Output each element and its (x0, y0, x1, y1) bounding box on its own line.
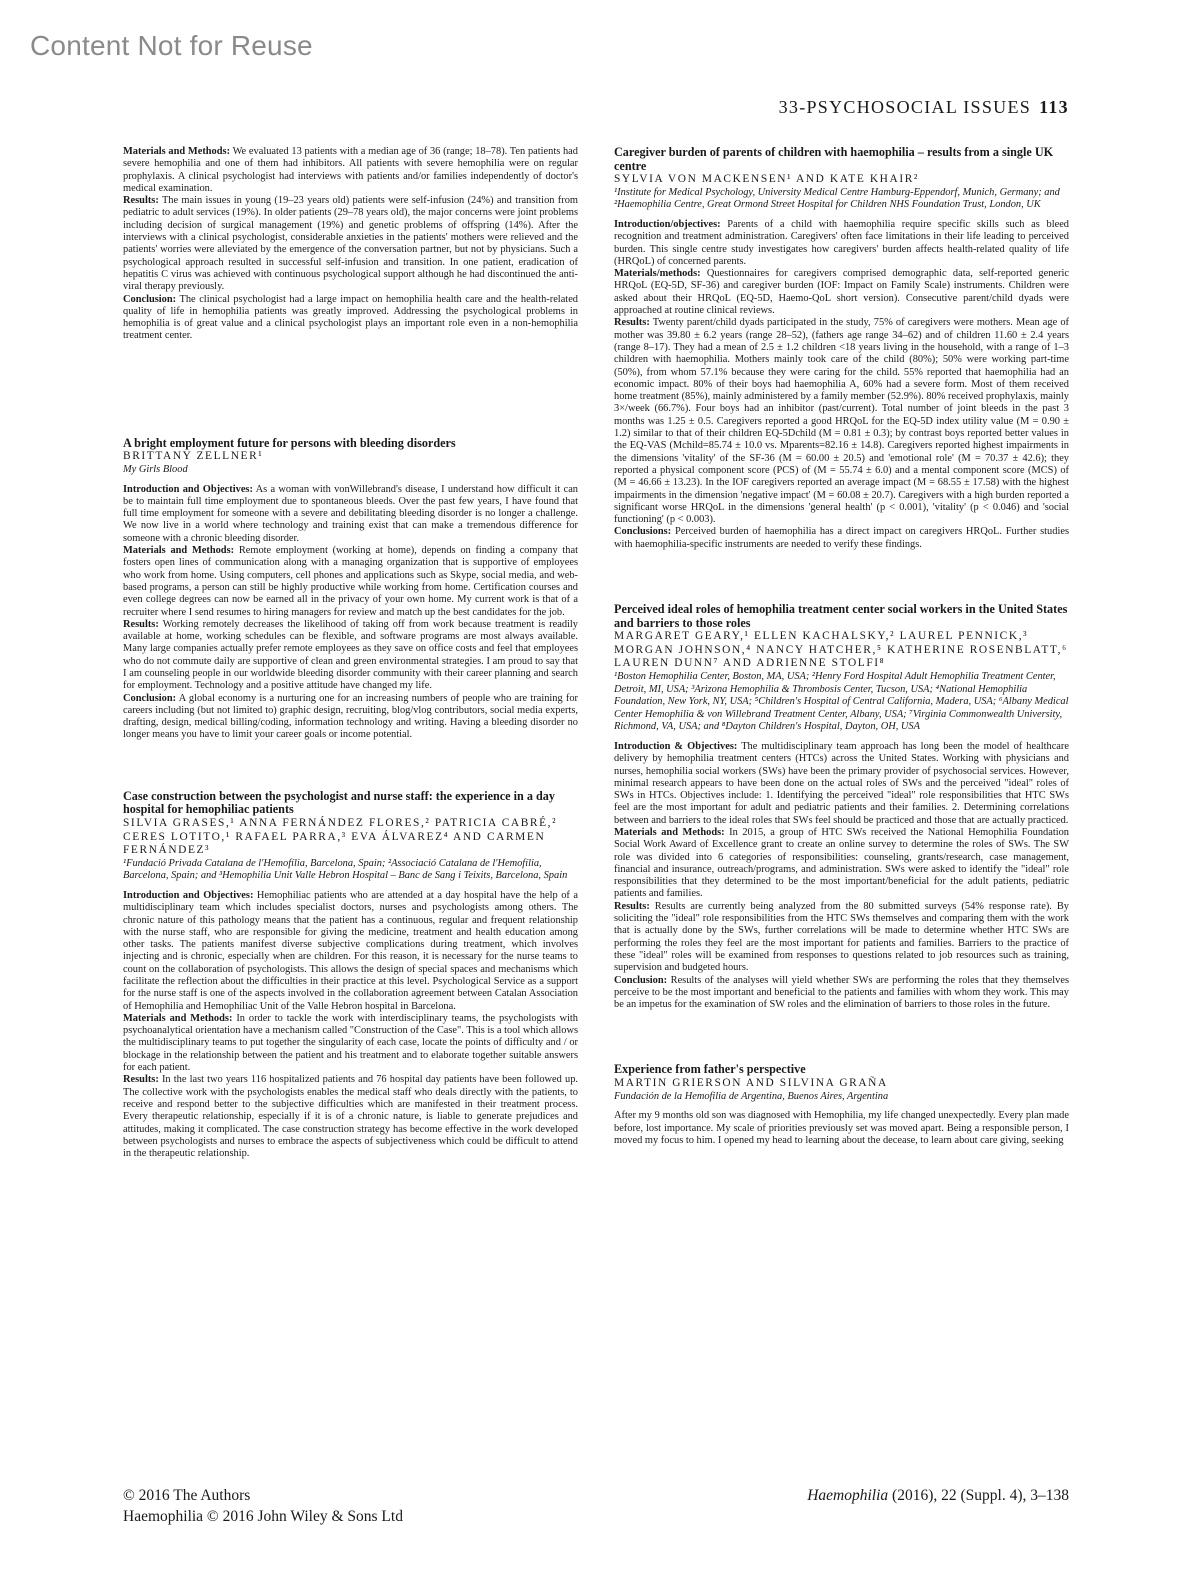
paragraph-text: We evaluated 13 patients with a median age of 36 (range; 18–78). Ten patients had severe hemophilia and one of them had inhibitors. All patients with severe hemophilia were on regular prophylaxis. A clinical psychologist had interviews with patients and/or families independently of doctor's medical examination. (123, 146, 578, 194)
spacer (123, 742, 578, 790)
section-heading: Results: (614, 900, 650, 912)
article-continued (123, 146, 578, 343)
paragraph-text: As a woman with vonWillebrand's disease, I understand how difficult it can be to maintain full time employment due to spontaneous bleeds. Over the past few years, I have found that full time employment for someone with a severe and debilitating bleeding disorder is no longer a challenge. We now live in a world where technology and training exist that can make a tremendous difference for someone with a chronic bleeding disorder. (123, 483, 579, 544)
article-authors: MARTIN GRIERSON AND SILVINA GRAÑA (614, 1077, 888, 1090)
paragraph-text: Working remotely decreases the likelihood of taking off from work because treatment is readily available at home, working schedules can be flexible, and software programs are most always available. Many large companies actually prefer remote employees as they save on office costs and feel that employees who do not commute daily are supportive of clean and green environmental strategies. I am proud to say that I am counseling people in our worldwide bleeding disorder community with their career planning and search for employment. Technology and a positive attitude have changed my life. (123, 618, 578, 692)
article-title: A bright employment future for persons with bleeding disorders (123, 435, 456, 450)
section-heading: Materials and Methods: (123, 545, 235, 557)
right-column (614, 146, 1069, 1147)
spacer (614, 551, 1069, 603)
paragraph (614, 827, 1069, 901)
article-case-construction (123, 790, 578, 1161)
spacer (614, 1011, 1069, 1063)
section-heading: Conclusion: (123, 692, 177, 704)
paragraph (123, 146, 578, 195)
section-heading: Results: (123, 1074, 159, 1086)
section-heading: Materials/methods: (614, 268, 701, 280)
article-social-workers (614, 603, 1069, 1011)
paragraph-text: Results of the analyses will yield whether SWs are performing the roles that they themselves perceive to be the most important and beneficial to the patients and families with whom they work. This may be an impetus for the examination of SW roles and the elimination of barriers to those roles in the future. (614, 974, 1069, 1011)
article-caregiver-burden (614, 146, 1069, 551)
paragraph-text: Results are currently being analyzed from the 80 submitted surveys (54% response rate). By soliciting the "ideal" role responsibilities from the HTC SWs themselves and comparing them with the work that is actually done by the SWs, further correlations will be made to determine whether HTC SWs are performing the roles they feel are the most important for patients and families. Barriers to the practice of these "ideal" roles will be examined from responses to questions related to job resources such as training, supervision and budgeted hours. (614, 900, 1069, 974)
paragraph (123, 693, 578, 742)
article-affiliation: My Girls Blood (123, 463, 188, 475)
paragraph (614, 219, 1069, 268)
section-heading: Conclusion: (614, 974, 668, 986)
article-title: Caregiver burden of parents of children with haemophilia – results from a single UK centre (614, 145, 1054, 173)
paragraph-text: Remote employment (working at home), depends on finding a company that fosters open lines of communication along with a managing organization that is supportive of employees who work from home. Using computers, cell phones and applications such as Skype, social media, and web-based programs, a person can still be highly productive while working from home. Certification courses and even college degrees can now be earned all in the privacy of your own home. My current work is that of a recruiter where I send resumes to hiring managers for review and match up the best candidates for the job. (123, 545, 578, 618)
paragraph-text: After my 9 months old son was diagnosed with Hemophilia, my life changed unexpectedly. Every plan made before, lost importance. My scale of priorities previously set was moved apart. Being a responsible person, I moved my focus to him. I opened my head to learning about the decease, to learn about care giving, seeking (614, 1110, 1069, 1146)
section-heading: Introduction/objectives: (614, 218, 721, 230)
spacer (123, 343, 578, 437)
paragraph (614, 741, 1069, 827)
paragraph-text: The multidisciplinary team approach has long been the model of healthcare delivery by hemophilia treatment centers (HTCs) across the United States. Working with physicians and nurses, hemophilia social workers (SWs) have been the primary provider of psychosocial services. However, minimal research appears to have been done on the actual roles of SWs and the perceived "ideal" roles of SWs in HTCs. Objectives include: 1. Identifying the perceived "ideal" role responsibilities that HTC SWs feel are the most important for adult and pediatric patients and their families. 2. Determining correlations between and barriers to the ideal roles that SWs feel should be practiced and those that are actually practiced. (614, 740, 1069, 826)
article-title: Case construction between the psychologist and nurse staff: the experience in a day hospital for hemophiliac patients (123, 788, 555, 817)
section-heading: Results: (614, 317, 650, 329)
copyright-publisher: Haemophilia © 2016 John Wiley & Sons Ltd (123, 1508, 403, 1525)
section-heading: Introduction and Objectives: (123, 889, 254, 901)
article-authors: SYLVIA VON MACKENSEN¹ AND KATE KHAIR² (614, 173, 919, 186)
article-authors: SILVIA GRASES,¹ ANNA FERNÁNDEZ FLORES,² PATRICIA CABRÉ,² CERES LOTITO,¹ RAFAEL PARRA,³ EVA ÁLVAREZ⁴ AND CARMEN FERNÁNDEZ³ (123, 816, 558, 857)
article-affiliation: Fundación de la Hemofilia de Argentina, Buenos Aires, Argentina (614, 1090, 889, 1102)
article-affiliation: ¹Institute for Medical Psychology, University Medical Centre Hamburg-Eppendorf, Munich, Germany; and ²Haemophilia Centre, Great Ormond Street Hospital for Children NHS Foundation Trust, London, UK (614, 186, 1060, 211)
section-heading: Conclusion: (123, 293, 177, 305)
paragraph (614, 975, 1069, 1012)
paragraph (123, 545, 578, 619)
paragraph (614, 268, 1069, 317)
paragraph (123, 195, 578, 293)
article-title: Perceived ideal roles of hemophilia treatment center social workers in the United States and barriers to those roles (614, 601, 1068, 630)
section-heading: Materials and Methods: (123, 146, 231, 157)
paragraph-text: The clinical psychologist had a large impact on hemophilia health care and the health-related quality of life in hemophilia patients was greatly improved. Addressing the psychological problems in hemophilia is of great value and a clinical psychologist plays an important role even in a non-hemophilia treatment center. (123, 293, 578, 342)
footer-copyright (123, 1485, 403, 1527)
article-affiliation: ¹Boston Hemophilia Center, Boston, MA, USA; ²Henry Ford Hospital Adult Hemophilia Treatment Center, Detroit, MI, USA; ³Arizona Hemophilia & Thrombosis Center, Tucson, USA; ⁴National Hemophilia Foundation, New York, NY, USA; ⁵Children's Hospital of Central California, Madera, USA; ⁶Albany Medical Center Hemophilia & von Willebrand Treatment Center, Albany, USA; ⁷Virginia Commonwealth University, Richmond, VA, USA; and ⁸Dayton Children's Hospital, Dayton, OH, USA (614, 670, 1069, 733)
page-number: 113 (1039, 97, 1069, 117)
paragraph-text: Twenty parent/child dyads participated in the study, 75% of caregivers were mothers. Mean age of mother was 39.80 ± 6.2 years (range 28–52), (fathers age range 34–62) and of children 11.60 ± 2.4 years (range 8–17). They had a mean of 2.5 ± 1.2 children <18 years living in the household, with a range of 1–3 children with haemophilia. Mothers mainly took care of the child (80%); 50% were working part-time (50%), from whom 57.1% because they were caring for the child. 55% reported that haemophilia had an economic impact. 80% of their boys had haemophilia A, 60% had a severe form. Most of them received home treatment (85%), mainly administered by a family member (52.9%). 80% received prophylaxis, mainly 3×/week (66.7%). Four boys had an inhibitor (past/current). Total number of joint bleeds in the past 3 months was 1.25 ± 0.5. Caregivers reported a good HRQoL for the EQ-5D index utility value (M = 0.90 ± 1.2) similar to that of their children EQ-5Dchild (M = 0.81 ± 0.3); by contrast boys reported better values in the EQ-VAS (Mchild=85.74 ± 10.0 vs. Mparents=82.16 ± 14.8). Caregivers reported highest impairments in the dimensions 'vitality' of the SF-36 (M = 60.00 ± 20.5) and 'emotional role' (M = 70.37 ± 42.6); they reported a physical component score (PCS) of (M = 55.74 ± 6.0) and a mental component score (MCS) of (M = 46.66 ± 13.23). In the IOF caregivers reported an average impact (M = 68.55 ± 17.58) with the highest impairments in the dimension 'negative impact' (M = 60.08 ± 20.7). Caregivers with a high burden reported a significant worse HRQoL in the dimensions 'general health' (p < 0.001), 'vitality' (p < 0.046) and 'social functioning' (p < 0.003). (614, 317, 1069, 526)
citation-details: (2016), 22 (Suppl. 4), 3–138 (888, 1487, 1069, 1504)
article-title: Experience from father's perspective (614, 1062, 806, 1077)
paragraph-text: Parents of a child with haemophilia require specific skills such as bleed recognition and treatment administration. Caregivers' often face limitations in their life leading to perceived burden. This single centre study investigates how caregivers' burden affects health-related quality of life (HRQoL) of concerned parents. (614, 218, 1069, 267)
paragraph-text: Perceived burden of haemophilia has a direct impact on caregivers HRQoL. Further studies with haemophilia-specific instruments are needed to verify these findings. (614, 526, 1069, 550)
paragraph-text: In 2015, a group of HTC SWs received the National Hemophilia Foundation Social Work Award of Excellence grant to create an online survey to determine the roles of SWs. The SW role was divided into 6 categories of responsibilities: counseling, grants/research, case management, financial and insurance, outreach/programs, and administration. SWs were asked to identify the "ideal" role responsibilities that they determined to be the most important/beneficial for the adult patients, pediatric patients and families. (614, 827, 1069, 900)
paragraph-text: The main issues in young (19–23 years old) patients were self-infusion (24%) and transition from pediatric to adult services (19%). In older patients (29–78 years old), the major concerns were joint problems including decision of surgical management (19%) and genetic problems of offspring (14%). After the interviews with a clinical psychologist, considerable anxieties in the patients' mothers were relieved and the patients' worries were alleviated by the emergence of the conversation partner, but not by physicians. Such a psychological approach resulted in successful self-infusion and transition. In one patient, eradication of hepatitis C virus was achieved with continuous psychological support although he had discontinued the anti-viral therapy previously. (123, 195, 578, 293)
watermark: Content Not for Reuse (30, 30, 313, 61)
section-heading: Materials and Methods: (123, 1012, 233, 1024)
article-authors: MARGARET GEARY,¹ ELLEN KACHALSKY,² LAUREL PENNICK,³ MORGAN JOHNSON,⁴ NANCY HATCHER,⁵ KATHERINE ROSENBLATT,⁶ LAUREN DUNN⁷ AND ADRIENNE STOLFI⁸ (614, 630, 1068, 670)
article-authors: BRITTANY ZELLNER¹ (123, 450, 264, 463)
paragraph (614, 901, 1069, 975)
section-heading: Introduction & Objectives: (614, 740, 738, 752)
copyright-authors: © 2016 The Authors (123, 1487, 251, 1504)
paragraph-text: Questionnaires for caregivers comprised demographic data, self-reported generic HRQoL (EQ-5D, SF-36) and caregiver burden (IOF: Impact on Family Scale) instruments. Children were asked about their HRQoL (EQ-5D, Haemo-QoL short version). Consecutive parent/child dyads were approached at routine clinical reviews. (614, 268, 1069, 317)
paragraph-text: Hemophiliac patients who are attended at a day hospital have the help of a multidisciplinary team which includes specialist doctors, nurses and psychologists among others. The chronic nature of this pathology means that the patient has a continuous, regular and frequent relationship with the nurse staff, who are responsible for giving the medicine, treatment and health education among other tasks. The patients manifest diverse subjective complications during treatment, which involves injecting and is chronic, especially when are children. For this reason, it is necessary for the nurse teams to count on the collaboration of psychologists. This allows the design of special spaces and mechanisms which facilitate the reflection about the difficulties in their practice at this level. Psychological Service as a support for the nurse staff is one of the aspects involved in the collaboration agreement between Catalan Association of Hemophilia and Hemophiliac Unit of the Valle Hebron hospital in Barcelona. (123, 889, 579, 1012)
article-father-perspective (614, 1063, 1069, 1147)
paragraph (123, 484, 578, 545)
section-heading: Introduction and Objectives: (123, 483, 253, 495)
paragraph (123, 1013, 578, 1074)
paragraph (123, 294, 578, 343)
journal-name: Haemophilia (807, 1487, 889, 1504)
paragraph (614, 526, 1069, 551)
running-head (779, 97, 1069, 118)
section-title: 33-PSYCHOSOCIAL ISSUES (778, 97, 1032, 117)
article-employment (123, 437, 578, 742)
paragraph (614, 317, 1069, 526)
article-affiliation: ¹Fundació Privada Catalana de l'Hemofília, Barcelona, Spain; ²Associació Catalana de l'Hemofília, Barcelona, Spain; and ³Hemophilia Unit Valle Hebron Hospital – Banc de Sang i Teixits, Barcelona, Spain (123, 857, 568, 882)
left-column (123, 146, 578, 1160)
section-heading: Results: (123, 195, 159, 207)
footer-citation (807, 1485, 1069, 1506)
paragraph (123, 619, 578, 693)
paragraph-text: In order to tackle the work with interdisciplinary teams, the psychologists with psychoanalytical orientation have a mechanism called "Construction of the Case". This is a tool which allows the multidisciplinary teams to put together the singularity of each case, locate the points of difficulty and / or blockage in the relationship between the patient and his treatment and to elaborate together suitable answers for each patient. (123, 1012, 578, 1074)
section-heading: Conclusions: (614, 526, 672, 538)
section-heading: Results: (123, 618, 159, 630)
section-heading: Materials and Methods: (614, 827, 725, 838)
paragraph-text: In the last two years 116 hospitalized patients and 76 hospital day patients have been followed up. The collective work with the psychologists enables the medical staff who deals directly with the patients, to receive and respond better to the subjective difficulties which are manifested in their treatment process. Every therapeutic relationship, especially if it is of a chronic nature, is liable to generate prejudices and attitudes, making it complicated. The case construction strategy has become effective in the work developed between psychologists and nurses to embrace the aspects of subjectiveness which could be difficult to attend in the therapeutic relationship. (123, 1074, 578, 1160)
paragraph-text: A global economy is a nurturing one for an increasing numbers of people who are training for careers including (but not limited to) graphic design, recruiting, blog/vlog contributors, social media experts, drafting, design, medical billing/coding, information technology and writing. Having a bleeding disorder no longer means you have to limit your career goals or income potential. (123, 692, 578, 741)
paragraph (123, 890, 578, 1013)
paragraph (123, 1074, 578, 1160)
